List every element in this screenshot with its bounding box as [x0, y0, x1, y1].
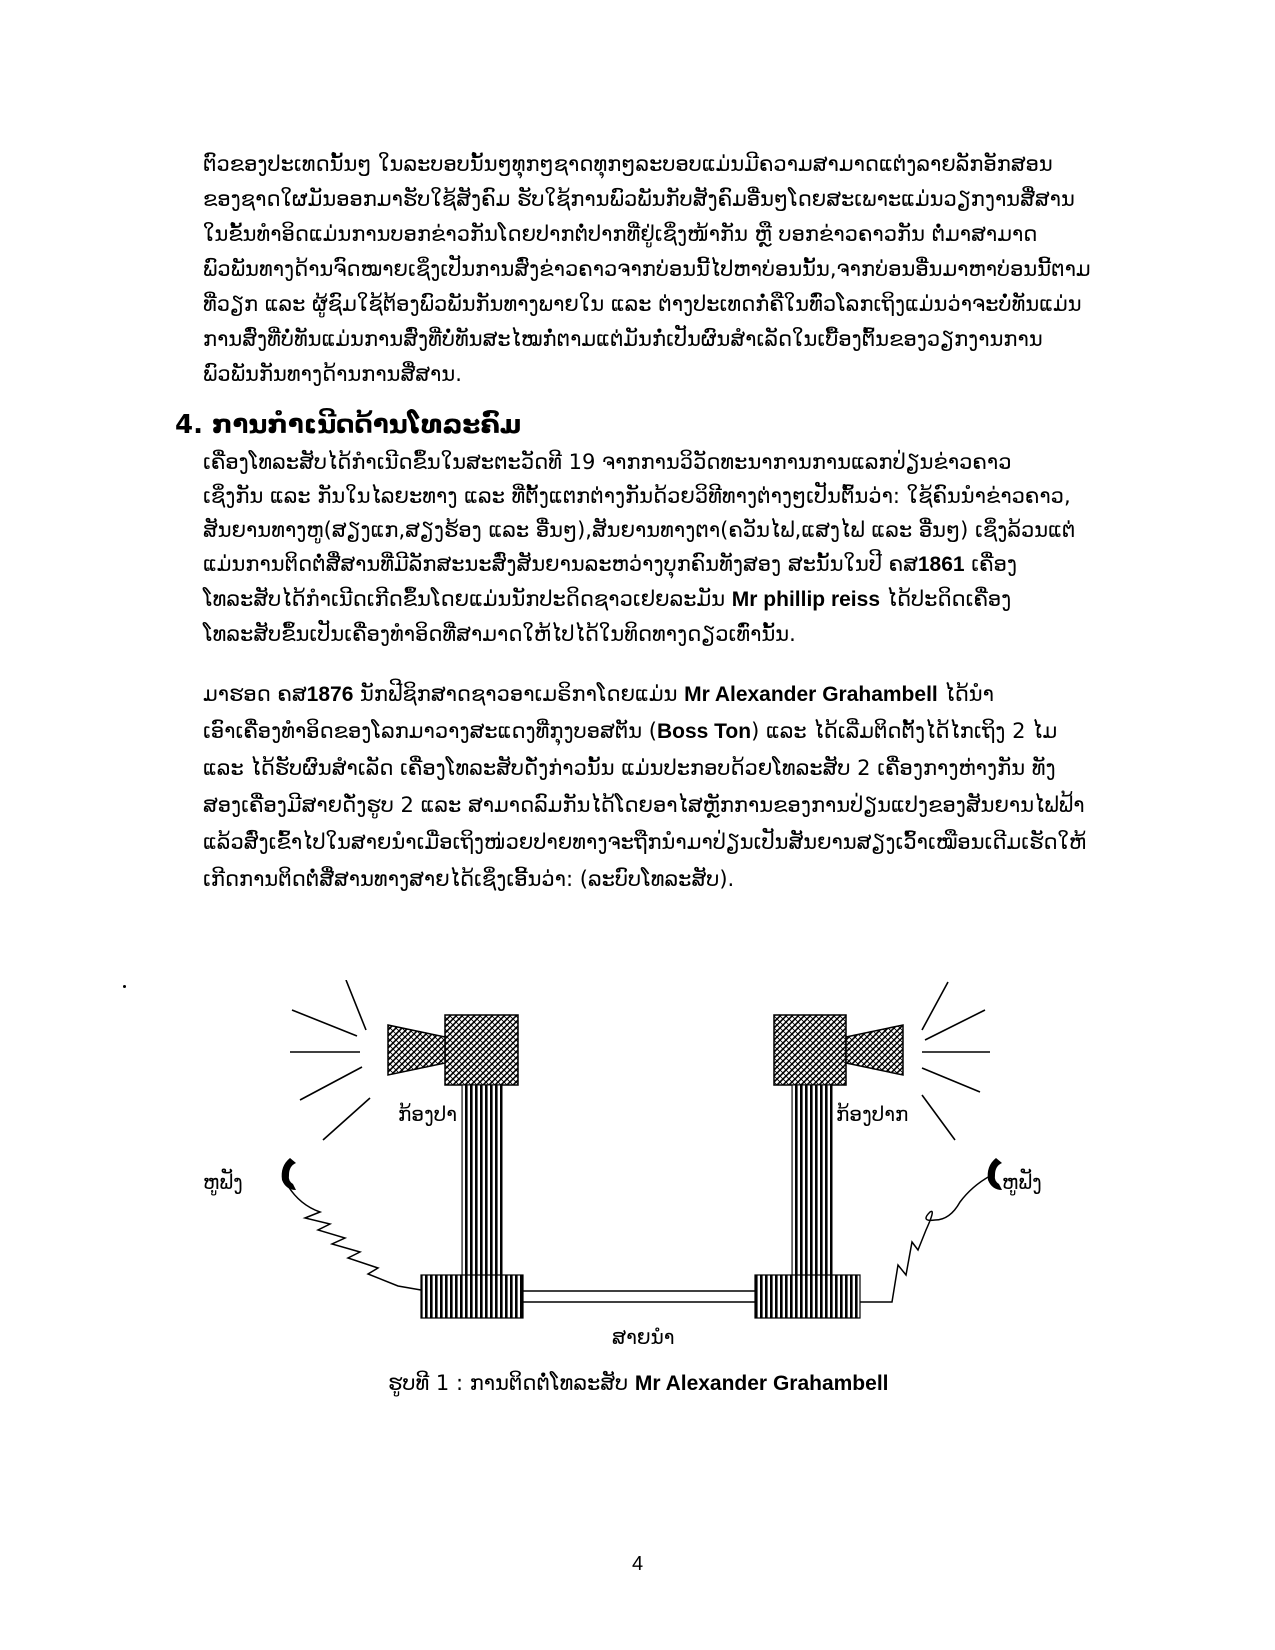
telephone-diagram	[0, 980, 1275, 1350]
text-line: ເຄື່ອງໂທລະສັບໄດ້ກຳເນີດຂຶ້ນໃນສະຕະວັດທີ 19 ຈາກການວິວັດທະນາການການແລກປ່ຽນຂ່າວຄາວ	[203, 450, 1012, 474]
text-line: ເກີດການຕິດຕໍ່ສື່ສານທາງສາຍໄດ້ເຊິ່ງເອີ້ນວ່າ: (ລະບົບໂທລະສັບ).	[203, 867, 735, 891]
right-sound-rays	[922, 982, 990, 1140]
page-number: 4	[631, 1553, 644, 1575]
paragraph-origin	[203, 445, 1123, 651]
section-heading: 4. ການກຳເນີດດ້ານໂທລະຄົມ	[175, 410, 522, 440]
connecting-wire	[523, 1291, 755, 1302]
right-base	[755, 1275, 860, 1318]
label-earpiece-right: ຫູຟັງ	[1002, 1170, 1042, 1194]
text-line: ສອງເຄື່ອງມີສາຍດັ່ງຮູບ 2 ແລະ ສາມາດລົມກັນໄດ້ໂດຍອາໄສຫຼັກການຂອງການປ່ຽນແປງຂອງສັນຍານໄຟຟ້າ	[203, 793, 1085, 817]
text-line: ຕົວຂອງປະເທດນັ້ນໆ ໃນລະບອບນັ້ນໆທຸກໆຊາດທຸກໆລະບອບແມ່ນມີຄວາມສາມາດແຕ່ງລາຍລັກອັກສອນ	[203, 152, 1053, 176]
left-earpiece	[282, 1158, 421, 1290]
left-base	[421, 1275, 523, 1318]
telephone-diagram-svg	[0, 980, 1275, 1350]
paragraph-intro	[203, 147, 1123, 392]
label-wire: ສາຍນຳ	[612, 1325, 675, 1349]
left-mouthpiece	[388, 1015, 518, 1275]
right-mouthpiece	[774, 1015, 903, 1275]
text-line: ໂທລະສັບຂຶ້ນເປັນເຄື່ອງທຳອິດທີ່ສາມາດໃຫ້ໄປໄດ້ໃນທິດທາງດຽວເທົ່ານັ້ນ.	[203, 622, 796, 646]
text-line: ແລະ ໄດ້ຮັບຜົນສຳເລັດ ເຄື່ອງໂທລະສັບດັ່ງກ່າວນັ້ນ ແມ່ນປະກອບດ້ວຍໂທລະສັບ 2 ເຄື່ອງກາງຫ່າງກັນ ທັງ	[203, 756, 1056, 780]
text-line: ມາຮອດ ຄສ1876 ນັກຟີຊິກສາດຊາວອາເມຣິກາໂດຍແມ່ນ Mr Alexander Grahambell ໄດ້ນຳ	[203, 682, 994, 706]
text-line: ເຊິ່ງກັນ ແລະ ກັນໃນໄລຍະທາງ ແລະ ທີ່ຕັ້ງແຕກຕ່າງກັນດ້ວຍວິທີທາງຕ່າງໆເປັນຕົ້ນວ່າ: ໃຊ້ຄົນນຳຂ່າວຄາວ,	[203, 484, 1071, 508]
text-line: ສັນຍານທາງຫູ(ສຽງແກ,ສຽງຮ້ອງ ແລະ ອື່ນໆ),ສັນຍານທາງຕາ(ຄວັນໄຟ,ແສງໄຟ ແລະ ອື່ນໆ) ເຊິ່ງລ້ວນແຕ່	[203, 518, 1076, 542]
figure-caption	[388, 1371, 888, 1396]
text-line: ແມ່ນການຕິດຕໍ່ສື່ສານທີ່ມີລັກສະນະສົ່ງສັນຍານລະຫວ່າງບຸກຄົນທັງສອງ ສະນັ້ນໃນປີ ຄສ1861 ເຄື່ອງ	[203, 552, 1018, 576]
label-mouthpiece-left: ກ້ອງປາ	[398, 1102, 457, 1126]
text-line: ໂທລະສັບໄດ້ກຳເນີດເກີດຂຶ້ນໂດຍແມ່ນນັກປະດິດຊາວເຢຍລະມັນ Mr phillip reiss ໄດ້ປະດິດເຄື່ອງ	[203, 587, 1012, 611]
text-line: ໃນຂັ້ນທຳອິດແມ່ນການບອກຂ່າວກັນໂດຍປາກຕໍ່ປາກທີ່ຢູ່ເຊິ່ງໜ້າກັນ ຫຼື ບອກຂ່າວຄາວກັນ ຕໍ່ມາສາມາດ	[203, 222, 1038, 246]
label-mouthpiece-right: ກ້ອງປາກ	[836, 1102, 909, 1126]
paragraph-grahambell	[203, 676, 1123, 898]
text-line: ທີ່ວຽກ ແລະ ຜູ້ຊົມໃຊ້ຕ້ອງພົວພັນກັນທາງພາຍໃນ ແລະ ຕ່າງປະເທດກໍ່ຄືໃນທົ່ວໂລກເຖິງແມ່ນວ່າຈະບໍ່ທັນແມ່ນ	[203, 292, 1082, 316]
label-earpiece-left: ຫູຟັງ	[203, 1170, 243, 1194]
text-line: ພົວພັນກັນທາງດ້ານການສື່ສານ.	[203, 362, 462, 386]
text-line: ແລ້ວສົ່ງເຂົ້າໄປໃນສາຍນຳເມື່ອເຖິງໜ່ວຍປາຍທາງຈະຖືກນຳມາປ່ຽນເປັນສັນຍານສຽງເວົ້າເໝືອນເດີມເຮັດໃຫ້	[203, 830, 1087, 854]
text-line: ການສົ່ງທີ່ບໍ່ທັນແມ່ນການສົ່ງທີ່ບໍ່ທັນສະໄໝກໍ່ຕາມແຕ່ມັນກໍ່ເປັນຜົນສຳເລັດໃນເບື້ອງຕົ້ນຂອງວຽກງານການ	[203, 327, 1043, 351]
left-sound-rays	[290, 980, 370, 1140]
right-earpiece	[860, 1158, 1002, 1302]
caption-prefix: ຮູບທີ 1 : ການຕິດຕໍ່ໂທລະສັບ	[388, 1371, 635, 1395]
caption-name: Mr Alexander Grahambell	[634, 1372, 889, 1395]
text-line: ຂອງຊາດໃຜມັນອອກມາຮັບໃຊ້ສັງຄົມ ຮັບໃຊ້ການພົວພັນກັບສັງຄົມອື່ນໆໂດຍສະເພາະແມ່ນວຽກງານສື່ສານ	[203, 187, 1075, 211]
text-line: ເອົາເຄື່ອງທຳອິດຂອງໂລກມາວາງສະແດງທີ່ກຸງບອສຕັນ (Boss Ton) ແລະ ໄດ້ເລີ່ມຕິດຕັ້ງໄດ້ໄກເຖິງ 2 ໄມ	[203, 719, 1058, 743]
text-line: ພົວພັນທາງດ້ານຈົດໝາຍເຊິ່ງເປັນການສົ່ງຂ່າວຄາວຈາກບ່ອນນີ້ໄປຫາບ່ອນນັ້ນ,ຈາກບ່ອນອື່ນມາຫາບ່ອນນີ້ຕາມ	[203, 257, 1091, 281]
